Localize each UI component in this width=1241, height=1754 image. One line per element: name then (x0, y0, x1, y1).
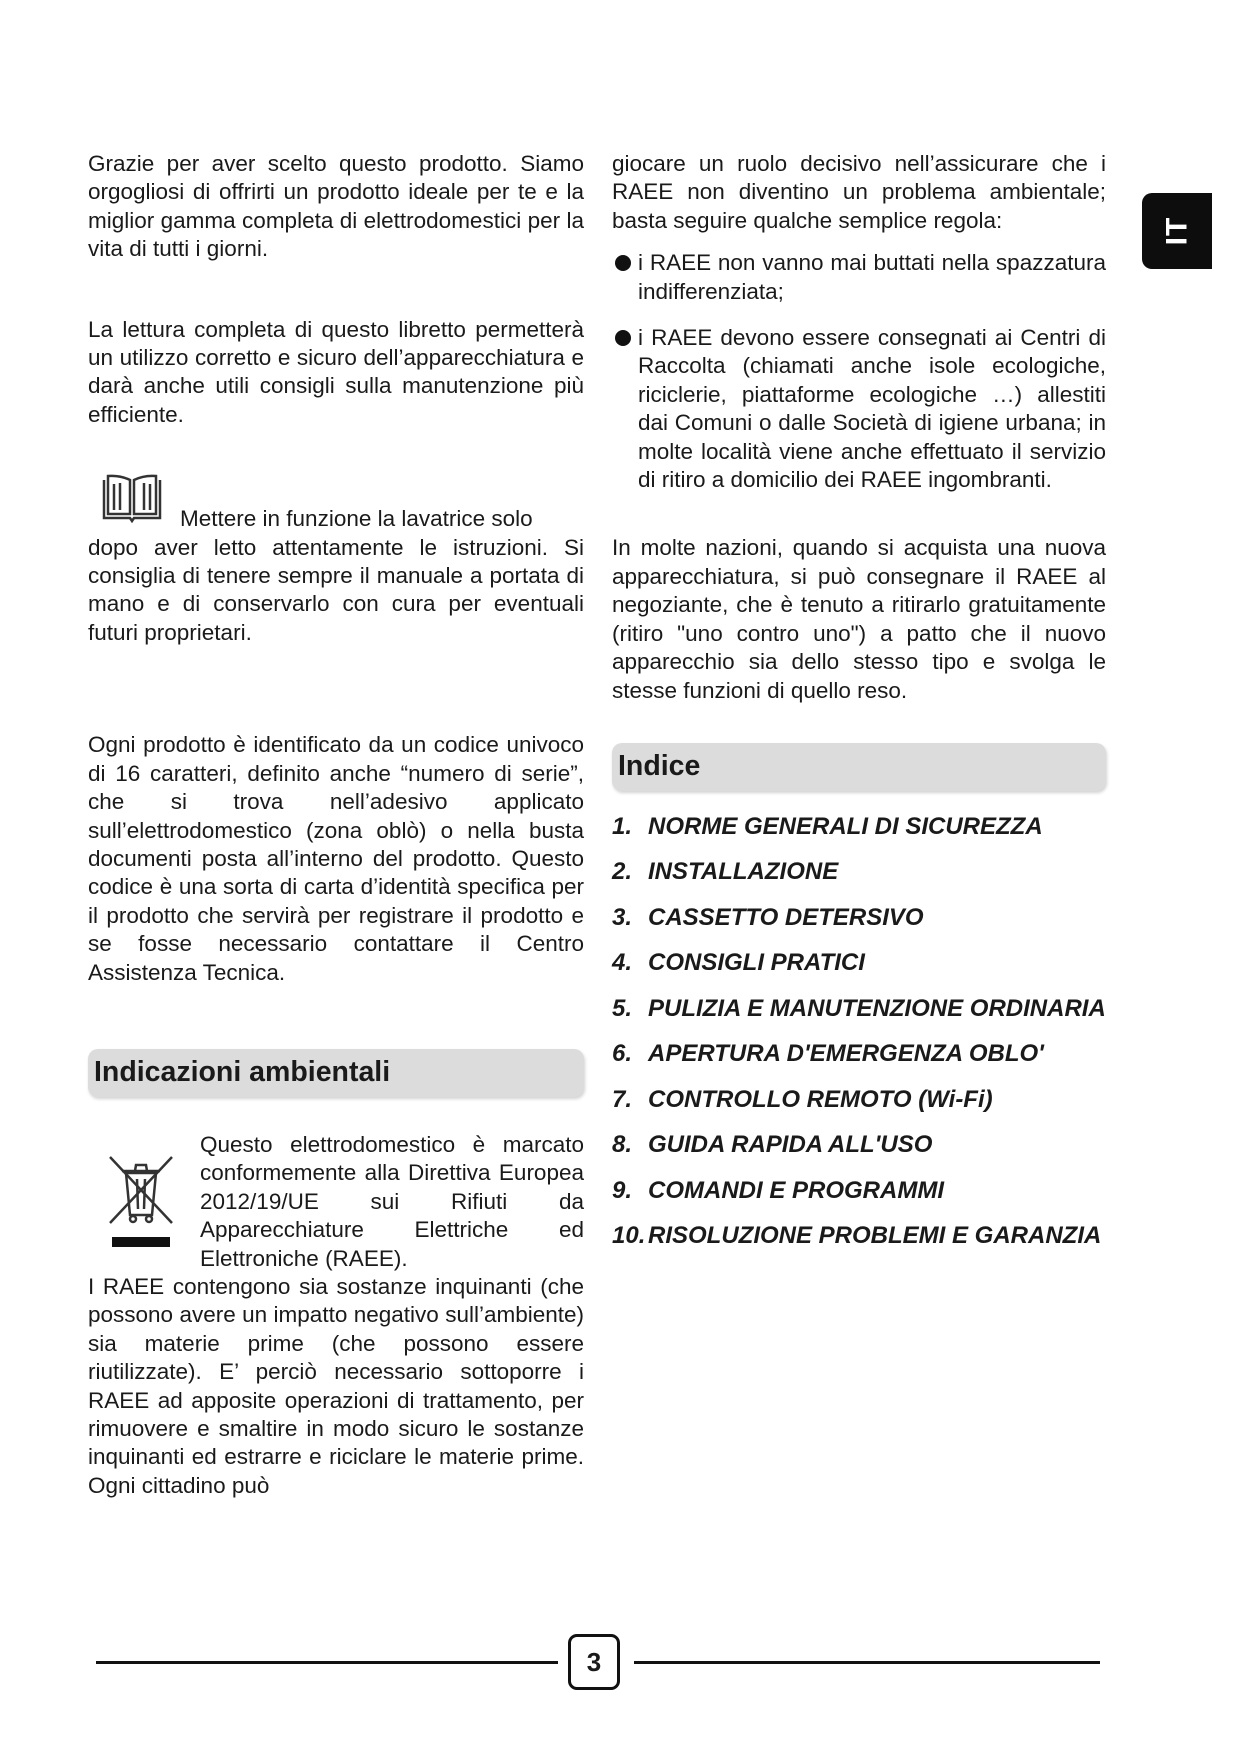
index-item[interactable]: 6. APERTURA D'EMERGENZA OBLO' (612, 1040, 1044, 1068)
footer-rule-left (96, 1661, 558, 1664)
open-book-icon (100, 472, 164, 526)
crossed-bin-icon (106, 1149, 176, 1249)
bullet-icon (615, 330, 631, 346)
manual-first-line: Mettere in funzione la lavatrice solo (180, 506, 533, 532)
page-number: 3 (568, 1634, 620, 1690)
index-item[interactable]: 9. COMANDI E PROGRAMMI (612, 1176, 944, 1204)
left-column (88, 150, 584, 1500)
weee-block (88, 1131, 584, 1273)
index-item[interactable]: 1. NORME GENERALI DI SICUREZZA (612, 812, 1043, 840)
raee-rules-list (612, 249, 1106, 494)
index-item[interactable]: 8. GUIDA RAPIDA ALL'USO (612, 1131, 933, 1159)
reading-paragraph: La lettura completa di questo libretto permetterà un utilizzo corretto e sicuro dell’apparecchiatura e darà anche utili consigli sulla manutenzione più efficiente. (88, 316, 584, 427)
index-heading: Indice (612, 743, 1106, 791)
list-item: i RAEE non vanno mai buttati nella spazzatura indifferenziata; (612, 249, 1106, 306)
index-item[interactable]: 5. PULIZIA E MANUTENZIONE ORDINARIA (612, 994, 1106, 1022)
raee-paragraph: I RAEE contengono sia sostanze inquinanti (che possono avere un impatto negativo sull’ambiente) sia materie prime (che possono essere riutilizzate). E’ perciò necessario sottoporre i RAEE ad apposite operazioni di trattamento, per rimuovere e smaltire in modo sicuro le sostanze inquinanti ed estrarre e riciclare le materie prime. Ogni cittadino può (88, 1273, 584, 1498)
index-item[interactable]: 10. RISOLUZIONE PROBLEMI E GARANZIA (612, 1222, 1102, 1250)
bullet-icon (615, 255, 631, 271)
env-section-heading: Indicazioni ambientali (88, 1049, 584, 1097)
language-tab (1142, 193, 1212, 269)
index-item[interactable]: 4. CONSIGLI PRATICI (612, 949, 865, 977)
index-item[interactable]: 3. CASSETTO DETERSIVO (612, 903, 924, 931)
index-item[interactable]: 7. CONTROLLO REMOTO (Wi-Fi) (612, 1085, 993, 1113)
intro-paragraph: Grazie per aver scelto questo prodotto. Siamo orgogliosi di offrirti un prodotto ideale per te e la miglior gamma completa di elettrodomestici per la vita di tutti i giorni. (88, 151, 584, 262)
list-item: i RAEE devono essere consegnati ai Centri di Raccolta (chiamati anche isole ecologiche, riciclerie, piattaforme ecologiche …) allestiti dai Comuni o dalle Società di igiene urbana; in molte località viene anche effettuato il servizio di ritiro a domicilio dei RAEE ingombranti. (612, 324, 1106, 494)
retailer-paragraph: In molte nazioni, quando si acquista una nuova apparecchiatura, si può consegnare il RAEE al negoziante, che è tenuto a ritirarlo gratuitamente (ritiro "uno contro uno") a patto che il nuovo apparecchio sia dello stesso tipo e svolga le stesse funzioni di quello reso. (612, 535, 1106, 703)
index-item[interactable]: 2. INSTALLAZIONE (612, 858, 839, 886)
manual-paragraph (88, 505, 584, 647)
serial-paragraph: Ogni prodotto è identificato da un codice univoco di 16 caratteri, definito anche “numero di serie”, che si trova nell’adesivo applicato sull’elettrodomestico (zona oblò) o nella busta documenti posta all’interno del prodotto. Questo codice è una sorta di carta d’identità specifica per il prodotto che servirà per registrare il prodotto e se fosse necessario contattare il Centro Assistenza Tecnica. (88, 732, 584, 985)
index-list (612, 813, 1106, 1268)
language-code: IT (1159, 216, 1193, 246)
weee-paragraph: Questo elettrodomestico è marcato conformemente alla Direttiva Europea 2012/19/UE sui Rifiuti da Apparecchiature Elettriche ed Elettroniche (RAEE). (200, 1131, 584, 1271)
manual-rest: dopo aver letto attentamente le istruzioni. Si consiglia di tenere sempre il manuale a portata di mano e di conservarlo con cura per eventuali futuri proprietari. (88, 534, 584, 645)
continuation-paragraph: giocare un ruolo decisivo nell’assicurare che i RAEE non diventino un problema ambientale; basta seguire qualche semplice regola: (612, 151, 1106, 233)
footer-rule-right (634, 1661, 1100, 1664)
right-column (612, 150, 1106, 1268)
